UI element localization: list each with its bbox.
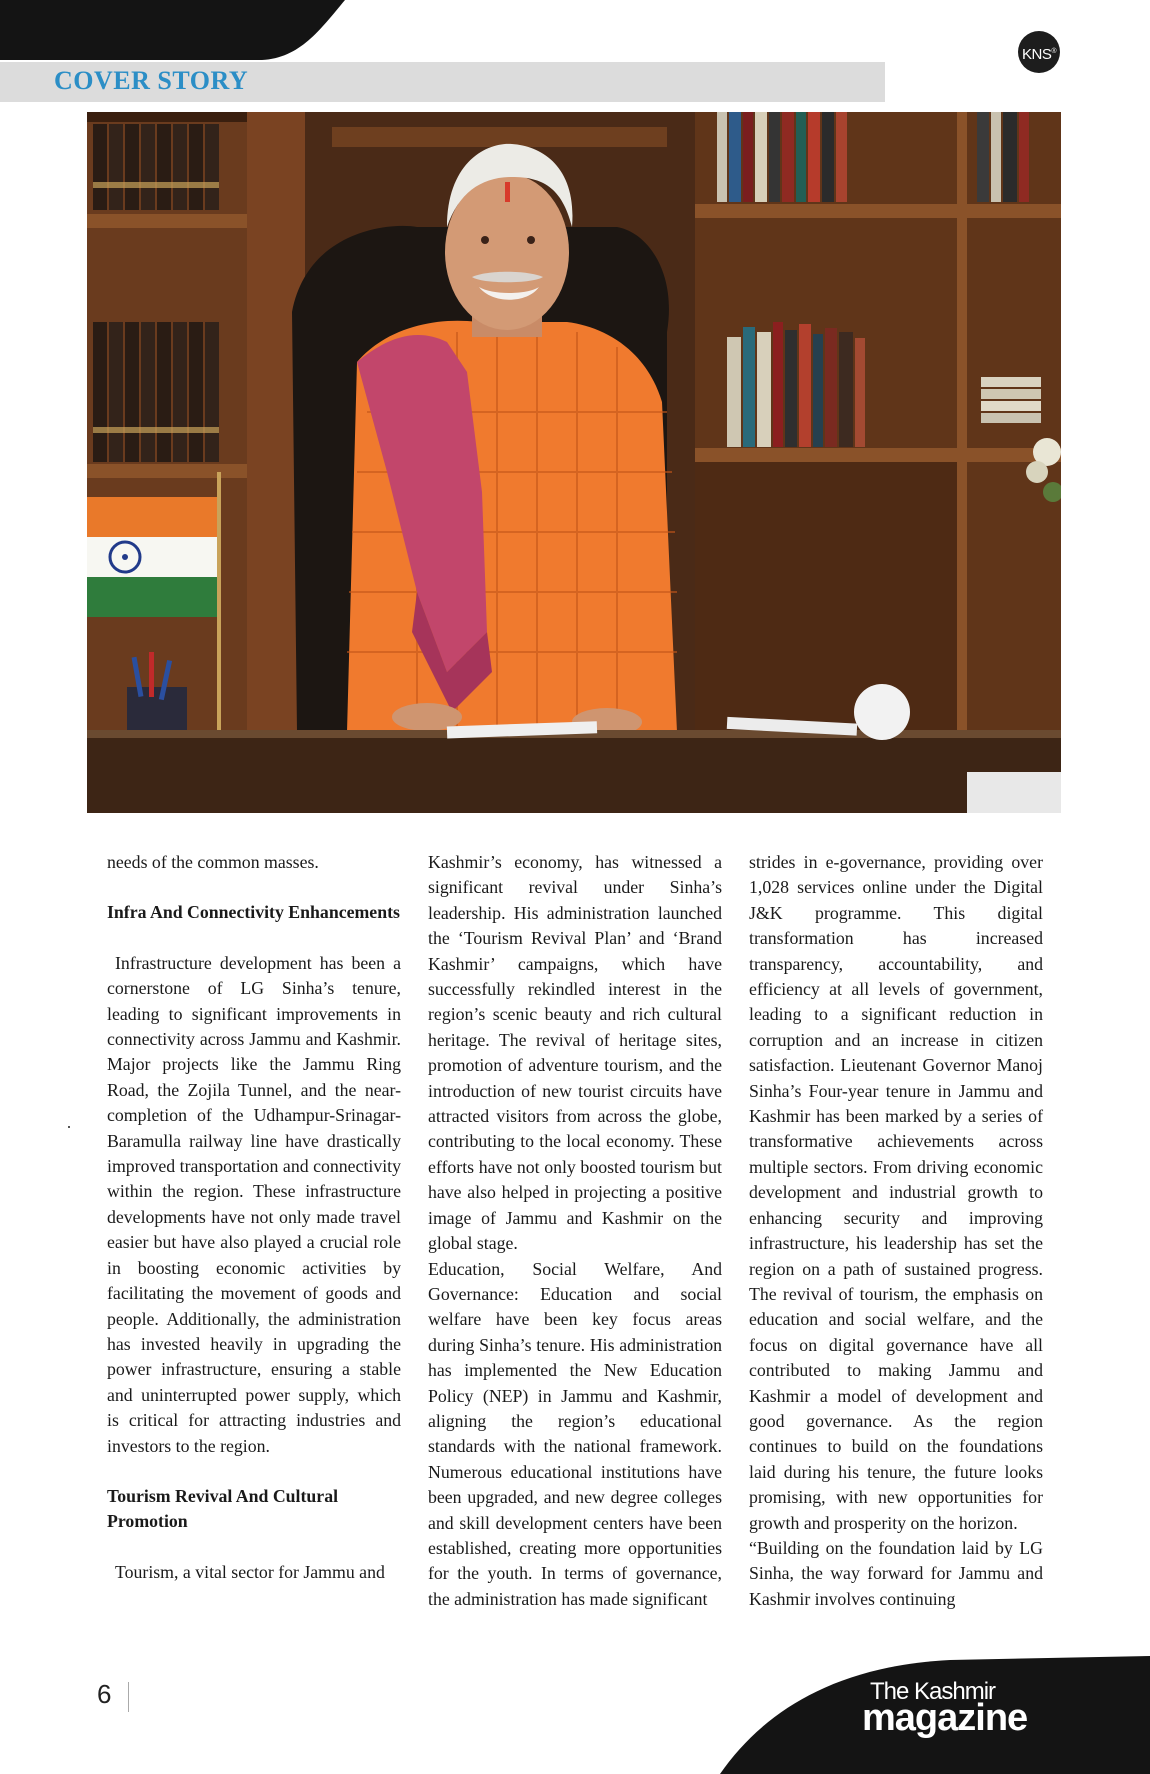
cover-photo [87,112,1061,813]
stray-dot [68,1126,70,1128]
page-number: 6 [97,1679,112,1709]
paragraph-tourism-cont: Kashmir’s economy, has witnessed a significant revival under Sinha’s leadership. His administration launched the ‘Tourism Revival Plan’ and ‘Brand Kashmir’ campaigns, which have successfully rekindled interest in the region’s scenic beauty and rich cultural heritage. The revival of heritage sites, promotion of adventure tourism, and the introduction of new tourist circuits have attracted visitors from across the globe, contributing to the local economy. These efforts have not only boosted tourism but have also helped in projecting a positive image of Jammu and Kashmir on the global stage. [428,852,722,1254]
header-corner-shape [0,0,345,60]
brand-logo-bottom: magazine [862,1697,1028,1739]
heading-tourism: Tourism Revival And Cultural Promotion [107,1485,339,1532]
paragraph-intro: needs of the common masses. [107,852,319,872]
article-column-3 [749,850,1043,1612]
paragraph-education: Education, Social Welfare, And Governance: Education and social welfare have been key focus areas during Sinha’s tenure. His administration has implemented the New Education Policy (NEP) in Jammu and Kashmir, aligning the region’s educational standards with the national framework. Numerous educational institutions have been upgraded, and new degree colleges and skill development centers have been established, creating more opportunities for the youth. In terms of governance, the administration has made significant [428,1258,722,1609]
desk-globe [854,684,910,740]
paragraph-infra: Infrastructure development has been a cornerstone of LG Sinha’s tenure, leading to significant improvements in connectivity across Jammu and Kashmir. Major projects like the Jammu Ring Road, the Zojila Tunnel, and the near-completion of the Udhampur-Srinagar-Baramulla railway line have drastically improved transportation and connectivity within the region. These infrastructure developments have not only made travel easier but have also played a crucial role in boosting economic activities by facilitating the movement of goods and people. Additionally, the administration has invested heavily in upgrading the power infrastructure, ensuring a stable and uninterrupted power supply, which is critical for attracting industries and investors to the region. [107,952,401,1456]
paragraph-egovernance: strides in e-governance, providing over 1,028 services online under the Digital J&K programme. This digital transformation has increased transparency, accountability, and efficiency at all levels of government, leading to a significant reduction in corruption and an increase in citizen satisfaction. Lieutenant Governor Manoj Sinha’s Four-year tenure in Jammu and Kashmir has been marked by a series of transformative achievements across multiple sectors. From driving economic development and industrial growth to enhancing security and improving infrastructure, his leadership has set the region on a path of sustained progress. The revival of tourism, the emphasis on education and social welfare, and the focus on digital governance have all contributed to making Jammu and Kashmir a model of development and good governance. As the region continues to build on the foundations laid during his tenure, the future looks promising, with new opportunities for growth and prosperity on the horizon. [749,852,1043,1533]
brand-logo-top: The Kashmir [870,1678,996,1705]
article-column-2 [428,850,722,1612]
heading-infra: Infra And Connectivity Enhancements [107,902,400,923]
paragraph-tourism: Tourism, a vital sector for Jammu and [115,1561,385,1582]
kns-logo-text: KNS [1021,46,1052,63]
kns-logo-mark: ® [1051,48,1056,55]
article-column-1 [107,850,401,1585]
page-separator [128,1682,129,1712]
desk [87,734,1061,813]
kns-logo [1018,31,1060,73]
indian-flag [87,497,217,617]
section-label: COVER STORY [54,66,249,95]
paragraph-way-forward: “Building on the foundation laid by LG Sinha, the way forward for Jammu and Kashmir involves continuing [749,1537,1043,1609]
